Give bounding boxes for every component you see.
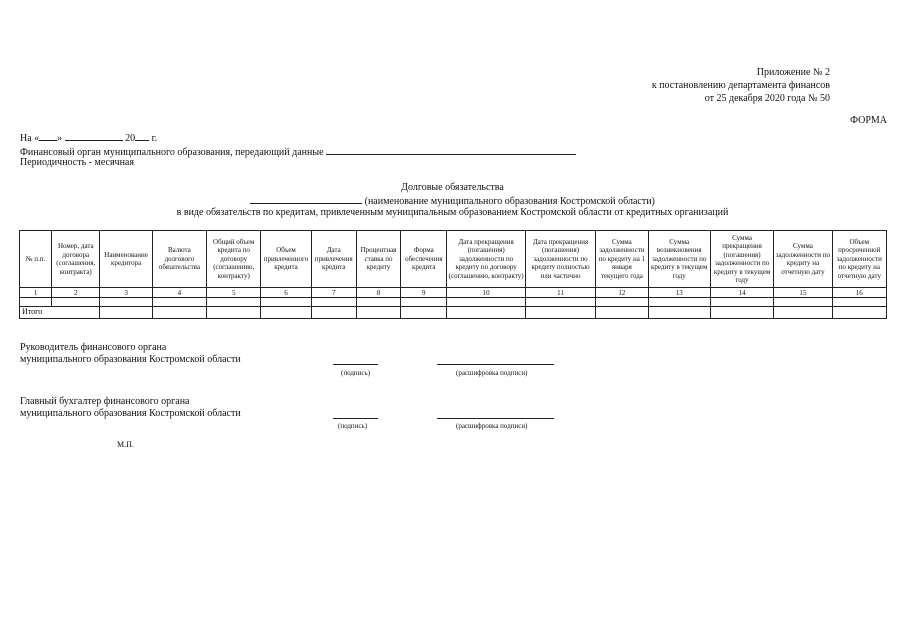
column-header: № п.п. <box>20 231 52 288</box>
table-cell[interactable] <box>152 307 206 319</box>
head-signature-line[interactable] <box>333 364 378 365</box>
table-cell[interactable] <box>648 298 710 307</box>
table-cell[interactable] <box>525 298 595 307</box>
date-open-quote: На « <box>20 133 40 144</box>
column-number: 10 <box>447 288 525 298</box>
table-cell[interactable] <box>447 307 525 319</box>
date-close-quote: » <box>57 133 63 144</box>
head-title-line-1: Руководитель финансового органа <box>20 342 167 353</box>
column-number: 13 <box>648 288 710 298</box>
table-cell[interactable] <box>648 307 710 319</box>
table-cell[interactable] <box>525 307 595 319</box>
column-number: 6 <box>261 288 311 298</box>
column-number: 16 <box>832 288 886 298</box>
column-header: Общий объем кредита по договору (соглашению, контракту) <box>207 231 261 288</box>
head-decode-caption: (расшифровка подписи) <box>456 369 528 377</box>
table-cell[interactable] <box>832 307 886 319</box>
table-cell[interactable] <box>261 298 311 307</box>
column-header: Объем просроченной задолженности по кредиту на отчетную дату <box>832 231 886 288</box>
month-field[interactable] <box>65 131 123 141</box>
appendix-number: Приложение № 2 <box>756 67 830 78</box>
day-field[interactable] <box>39 131 57 141</box>
table-cell[interactable] <box>207 307 261 319</box>
accountant-title-line-1: Главный бухгалтер финансового органа <box>20 396 190 407</box>
accountant-title-line-2: муниципального образования Костромской области <box>20 408 241 419</box>
municipality-field[interactable] <box>250 194 362 204</box>
table-cell[interactable] <box>52 298 100 307</box>
table-cell[interactable] <box>261 307 311 319</box>
title-line-2 <box>0 194 905 208</box>
title-line-3: в виде обязательств по кредитам, привлеченным муниципальным образованием Костромской области от кредитных организаций <box>176 207 729 218</box>
column-header: Объем привлеченного кредита <box>261 231 311 288</box>
column-number: 7 <box>311 288 356 298</box>
column-number: 4 <box>152 288 206 298</box>
column-number: 3 <box>100 288 152 298</box>
column-number: 8 <box>356 288 400 298</box>
column-number-row <box>20 288 887 298</box>
accountant-signature-line[interactable] <box>333 418 378 419</box>
title-line-1: Долговые обязательства <box>401 182 504 193</box>
head-title-line-2: муниципального образования Костромской области <box>20 354 241 365</box>
org-field[interactable] <box>326 145 576 155</box>
title-municipality-caption: (наименование муниципального образования Костромской области) <box>364 196 655 207</box>
column-header: Валюта долгового обязательства <box>152 231 206 288</box>
column-header: Сумма прекращения (погашения) задолженности по кредиту в текущем году <box>710 231 773 288</box>
accountant-decode-line[interactable] <box>437 418 554 419</box>
table-cell[interactable] <box>596 298 648 307</box>
table-cell[interactable] <box>401 307 447 319</box>
periodicity-line: Периодичность - месячная <box>20 157 134 168</box>
column-header: Дата прекращения (погашения) задолженности по кредиту полностью или частично <box>525 231 595 288</box>
appendix-block <box>652 66 830 105</box>
org-label: Финансовый орган муниципального образования, передающий данные <box>20 147 324 158</box>
accountant-decode-caption: (расшифровка подписи) <box>456 422 528 430</box>
appendix-date: от 25 декабря 2020 года № 50 <box>704 93 830 104</box>
table-cell[interactable] <box>774 298 832 307</box>
column-header: Процентная ставка по кредиту <box>356 231 400 288</box>
column-number: 9 <box>401 288 447 298</box>
column-header: Сумма задолженности по кредиту на отчетную дату <box>774 231 832 288</box>
column-number: 15 <box>774 288 832 298</box>
year-prefix: 20 <box>125 133 136 144</box>
table-cell[interactable] <box>311 307 356 319</box>
column-header: Форма обеспечения кредита <box>401 231 447 288</box>
table-cell[interactable] <box>832 298 886 307</box>
table-cell[interactable] <box>356 307 400 319</box>
form-label: ФОРМА <box>850 115 887 126</box>
year-suffix: г. <box>151 133 158 144</box>
table-cell[interactable] <box>774 307 832 319</box>
table-header-row <box>20 231 887 288</box>
head-decode-line[interactable] <box>437 364 554 365</box>
table-cell[interactable] <box>356 298 400 307</box>
column-number: 2 <box>52 288 100 298</box>
head-signature-caption: (подпись) <box>341 369 371 377</box>
stamp-place-label: М.П. <box>117 440 134 449</box>
table-cell[interactable] <box>207 298 261 307</box>
column-number: 1 <box>20 288 52 298</box>
debt-obligations-table <box>19 230 887 319</box>
table-cell[interactable] <box>100 298 152 307</box>
table-cell[interactable] <box>20 298 52 307</box>
appendix-resolution: к постановлению департамента финансов <box>651 80 830 91</box>
column-header: Номер, дата договора (соглашения, контракта) <box>52 231 100 288</box>
table-cell[interactable] <box>710 298 773 307</box>
table-cell[interactable] <box>311 298 356 307</box>
table-cell[interactable] <box>100 307 152 319</box>
table-cell[interactable] <box>447 298 525 307</box>
column-header: Сумма возникновения задолженности по кредиту в текущем году <box>648 231 710 288</box>
column-number: 14 <box>710 288 773 298</box>
year-field[interactable] <box>135 131 149 141</box>
total-row <box>20 307 887 319</box>
total-label: Итого <box>20 307 100 319</box>
column-number: 11 <box>525 288 595 298</box>
table-cell[interactable] <box>596 307 648 319</box>
table-cell[interactable] <box>401 298 447 307</box>
report-date-line <box>20 131 157 144</box>
column-header: Наименование кредитора <box>100 231 152 288</box>
column-header: Дата прекращения (погашения) задолженности по кредиту по договору (соглашению, контракту) <box>447 231 525 288</box>
column-header: Дата привлечения кредита <box>311 231 356 288</box>
accountant-signature-caption: (подпись) <box>338 422 368 430</box>
column-number: 5 <box>207 288 261 298</box>
column-number: 12 <box>596 288 648 298</box>
table-cell[interactable] <box>152 298 206 307</box>
table-cell[interactable] <box>710 307 773 319</box>
column-header: Сумма задолженности по кредиту на 1 января текущего года <box>596 231 648 288</box>
table-row <box>20 298 887 307</box>
